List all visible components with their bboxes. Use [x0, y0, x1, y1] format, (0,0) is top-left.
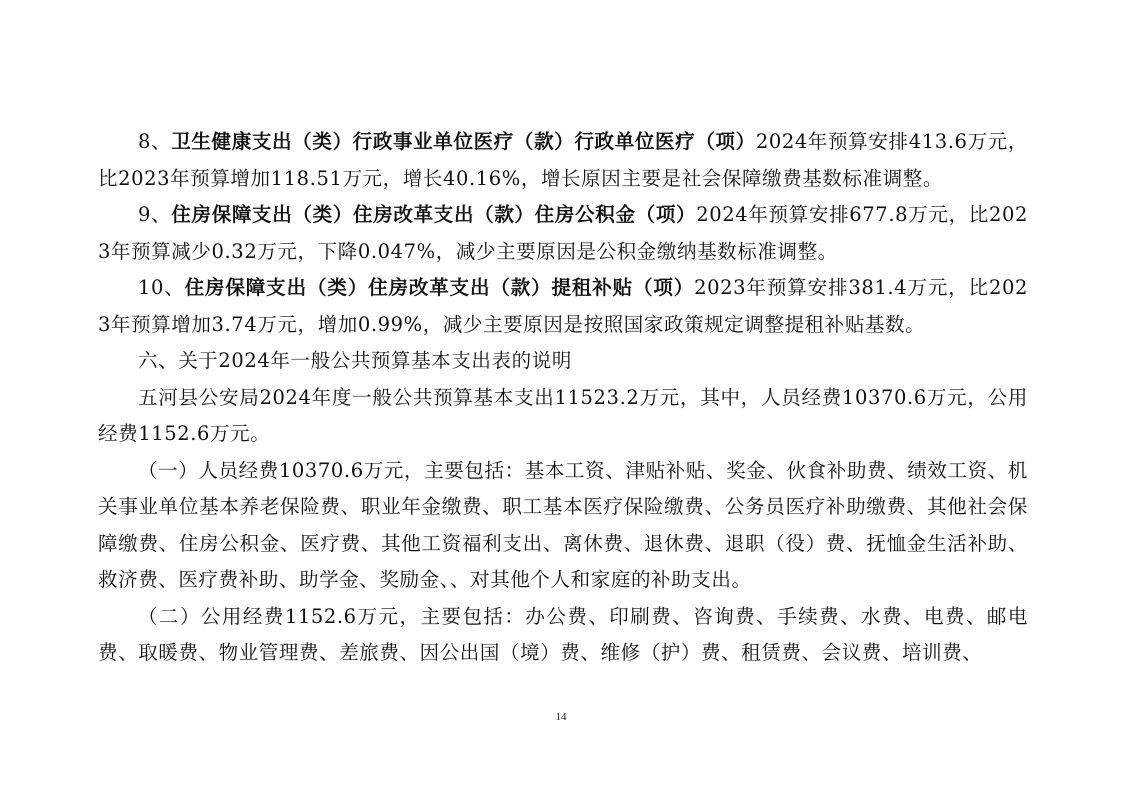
page-number: 14 [555, 711, 567, 723]
item-number: 10、 [138, 276, 185, 299]
page-body [98, 124, 1028, 672]
budget-classification: 住房保障支出（类）住房改革支出（款）提租补贴（项） [184, 276, 695, 299]
budget-classification: 住房保障支出（类）住房改革支出（款）住房公积金（项） [171, 203, 697, 226]
item-number: 8、 [138, 130, 172, 153]
paragraph-item-8 [98, 124, 1028, 197]
section-heading: 六、关于2024年一般公共预算基本支出表的说明 [138, 349, 572, 372]
paragraph-basic-expenditure: 五河县公安局2024年度一般公共预算基本支出11523.2万元，其中，人员经费10370.6万元，公用经费1152.6万元。 [98, 385, 1028, 445]
paragraph-public-expenses: （二）公用经费1152.6万元，主要包括：办公费、印刷费、咨询费、手续费、水费、电费、邮电费、取暖费、物业管理费、差旅费、因公出国（境）费、维修（护）费、租赁费、会议费、培训费、 [98, 604, 1028, 664]
budget-classification: 卫生健康支出（类）行政事业单位医疗（款）行政单位医疗（项） [171, 130, 756, 153]
paragraph-text: 2023年预算安排381.4万元，比2023年预算增加3.74万元，增加0.99%，减少主要原因是按照国家政策规定调整提租补贴基数。 [98, 276, 1028, 336]
paragraph-personnel-expenses: （一）人员经费10370.6万元，主要包括：基本工资、津贴补贴、奖金、伙食补助费、绩效工资、机关事业单位基本养老保险费、职业年金缴费、职工基本医疗保险缴费、公务员医疗补助缴费、其他社会保障缴费、住房公积金、医疗费、其他工资福利支出、离休费、退休费、退职（役）费、抚恤金生活补助、救济费、医疗费补助、助学金、奖励金、、对其他个人和家庭的补助支出。 [98, 458, 1028, 591]
item-number: 9、 [138, 203, 172, 226]
paragraph-text: 2024年预算安排677.8万元，比2023年预算减少0.32万元，下降0.047%，减少主要原因是公积金缴纳基数标准调整。 [98, 203, 1028, 263]
paragraph-item-10 [98, 270, 1028, 343]
paragraph-item-9 [98, 197, 1028, 270]
paragraph-text: 2024年预算安排413.6万元，比2023年预算增加118.51万元，增长40.16%，增长原因主要是社会保障缴费基数标准调整。 [98, 130, 1029, 190]
